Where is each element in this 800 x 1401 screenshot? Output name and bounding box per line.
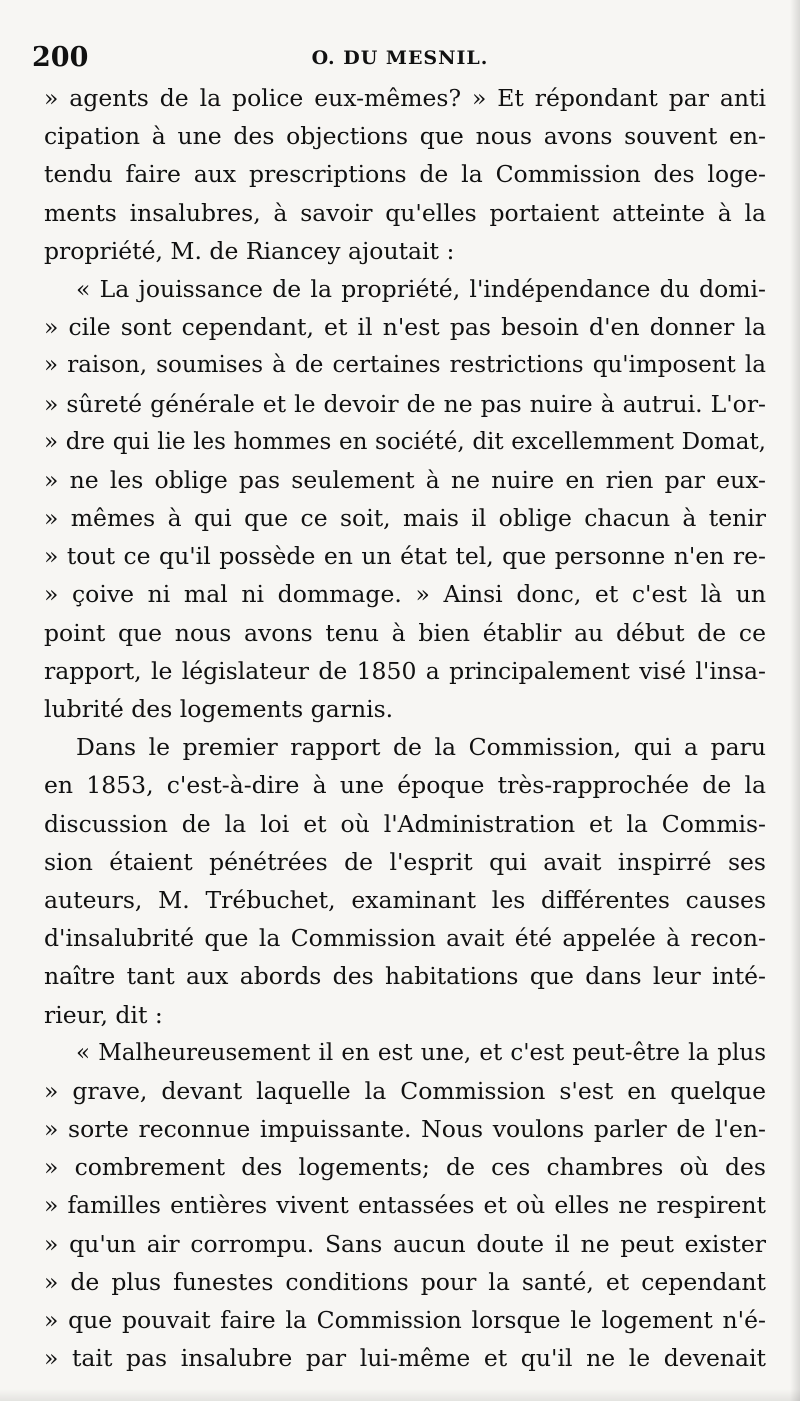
text-line: » de plus funestes conditions pour la santé, et cependant bbox=[44, 1267, 766, 1296]
text-line: » cile sont cependant, et il n'est pas besoin d'en donner la bbox=[44, 313, 766, 342]
text-line: cipation à une des objections que nous avons souvent en- bbox=[44, 122, 766, 151]
text-line: propriété, M. de Riancey ajoutait : bbox=[44, 236, 455, 265]
text-line: » sûreté générale et le devoir de ne pas nuire à autrui. L'or- bbox=[44, 389, 766, 418]
text-line: » grave, devant laquelle la Commission s'est en quelque bbox=[44, 1076, 766, 1105]
text-line: ments insalubres, à savoir qu'elles portaient atteinte à la bbox=[44, 198, 766, 227]
text-line: » tout ce qu'il possède en un état tel, que personne n'en re- bbox=[44, 542, 766, 571]
text-line: » sorte reconnue impuissante. Nous voulons parler de l'en- bbox=[44, 1115, 766, 1144]
page-edge-shadow bbox=[790, 0, 800, 1401]
text-line: auteurs, M. Trébuchet, examinant les différentes causes bbox=[44, 885, 766, 914]
text-line: » dre qui lie les hommes en société, dit excellemment Domat, bbox=[44, 428, 766, 455]
running-head: O. DU MESNIL. bbox=[311, 47, 489, 69]
text-line: » ne les oblige pas seulement à ne nuire en rien par eux- bbox=[44, 465, 766, 494]
text-line: » agents de la police eux-mêmes? » Et répondant par anti bbox=[44, 84, 766, 112]
text-line: » raison, soumises à de certaines restrictions qu'imposent la bbox=[44, 352, 766, 379]
text-line: » tait pas insalubre par lui-même et qu'il ne le devenait bbox=[44, 1344, 766, 1373]
text-line: tendu faire aux prescriptions de la Commission des loge- bbox=[44, 160, 766, 189]
text-line: » combrement des logements; de ces chambres où des bbox=[44, 1153, 766, 1182]
page-number: 200 bbox=[32, 42, 89, 73]
text-line: rapport, le législateur de 1850 a principalement visé l'insa- bbox=[44, 656, 766, 685]
text-line: » familles entières vivent entassées et où elles ne respirent bbox=[44, 1191, 766, 1220]
text-line: » çoive ni mal ni dommage. » Ainsi donc, et c'est là un bbox=[44, 580, 766, 609]
page-bottom-shadow bbox=[0, 1389, 800, 1401]
text-line: lubrité des logements garnis. bbox=[44, 695, 394, 723]
text-line: » qu'un air corrompu. Sans aucun doute il ne peut exister bbox=[44, 1229, 766, 1258]
body-text bbox=[44, 79, 766, 1377]
text-line: point que nous avons tenu à bien établir au début de ce bbox=[44, 618, 766, 647]
text-line: » que pouvait faire la Commission lorsque le logement n'é- bbox=[44, 1306, 766, 1334]
text-line: sion étaient pénétrées de l'esprit qui avait inspirré ses bbox=[44, 847, 766, 876]
text-line: rieur, dit : bbox=[44, 1000, 163, 1029]
text-line: d'insalubrité que la Commission avait été appelée à recon- bbox=[44, 924, 766, 953]
text-line: discussion de la loi et où l'Administration et la Commis- bbox=[44, 809, 766, 838]
text-line: Dans le premier rapport de la Commission, qui a paru bbox=[76, 733, 766, 762]
text-line: naître tant aux abords des habitations que dans leur inté- bbox=[44, 962, 766, 991]
text-line: « Malheureusement il en est une, et c'est peut-être la plus bbox=[76, 1039, 766, 1066]
text-line: « La jouissance de la propriété, l'indépendance du domi- bbox=[76, 274, 766, 303]
text-line: » mêmes à qui que ce soit, mais il oblige chacun à tenir bbox=[44, 504, 766, 533]
page-header bbox=[0, 40, 800, 76]
text-line: en 1853, c'est-à-dire à une époque très-rapprochée de la bbox=[44, 771, 766, 800]
